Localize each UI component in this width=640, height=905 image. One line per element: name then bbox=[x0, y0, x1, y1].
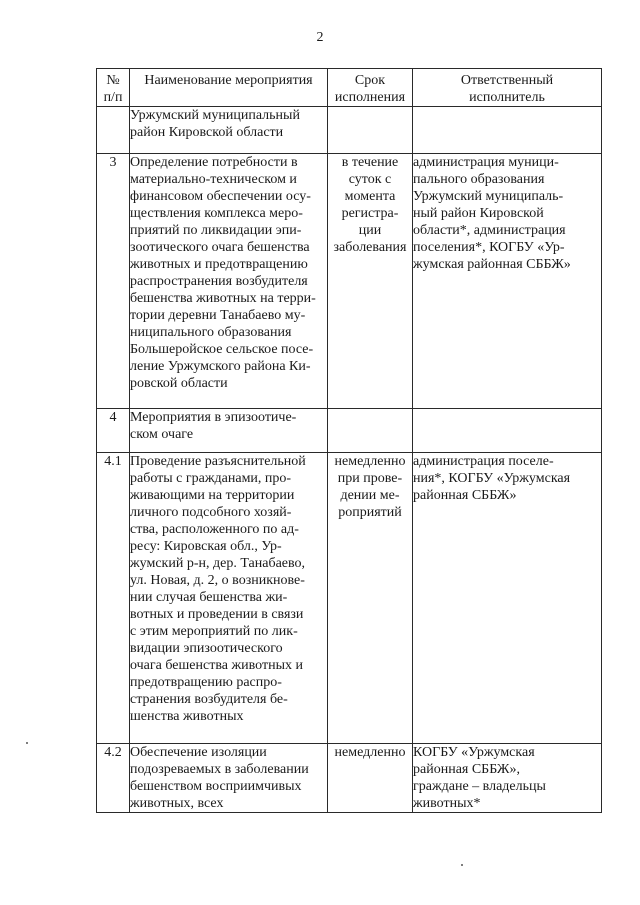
row-term bbox=[328, 409, 413, 453]
row-name: Уржумский муниципальный район Кировской области bbox=[130, 107, 328, 154]
row-num: 4 bbox=[97, 409, 130, 453]
row-responsible: администрация поселе- ния*, КОГБУ «Уржумская районная СББЖ» bbox=[413, 453, 602, 744]
table-row bbox=[97, 453, 602, 744]
header-num: № п/п bbox=[97, 69, 130, 107]
row-responsible: администрация муници- пального образования Уржумский муниципаль- ный район Кировской области*, администрация поселения*, КОГБУ «Ур- жумская районная СББЖ» bbox=[413, 154, 602, 409]
page-number: 2 bbox=[316, 30, 324, 45]
row-responsible: КОГБУ «Уржумская районная СББЖ», граждане – владельцы животных* bbox=[413, 744, 602, 813]
row-term bbox=[328, 107, 413, 154]
header-term: Срок исполнения bbox=[328, 69, 413, 107]
header-name: Наименование мероприятия bbox=[130, 69, 328, 107]
row-num: 3 bbox=[97, 154, 130, 409]
row-name: Обеспечение изоляции подозреваемых в заболевании бешенством восприимчивых животных, всех bbox=[130, 744, 328, 813]
table-row bbox=[97, 744, 602, 813]
row-name: Проведение разъяснительной работы с гражданами, про- живающими на территории личного подсобного хозяй- ства, расположенного по ад- ресу: Кировская обл., Ур- жумский р-н, дер. Танабаево, ул. Новая, д. 2, о возникнове- нии случая бешенства жи- вотных и проведении в связи с этим мероприятий по лик- видации эпизоотического очага бешенства животных и предотвращению распро- странения возбудителя бе- шенства животных bbox=[130, 453, 328, 744]
row-num bbox=[97, 107, 130, 154]
scan-speck bbox=[26, 742, 28, 744]
table-row bbox=[97, 154, 602, 409]
table-row bbox=[97, 409, 602, 453]
table-header-row bbox=[97, 69, 602, 107]
header-responsible: Ответственный исполнитель bbox=[413, 69, 602, 107]
row-term: немедленно bbox=[328, 744, 413, 813]
row-responsible bbox=[413, 107, 602, 154]
table-row bbox=[97, 107, 602, 154]
row-name: Определение потребности в материально-техническом и финансовом обеспечении осу- ществления комплекса меро- приятий по ликвидации эпи- зоотического очага бешенства животных и предотвращению распространения возбудителя бешенства животных на терри- тории деревни Танабаево му- ниципального образования Большеройское сельское посе- ление Уржумского района Ки- ровской области bbox=[130, 154, 328, 409]
row-num: 4.2 bbox=[97, 744, 130, 813]
row-num: 4.1 bbox=[97, 453, 130, 744]
scan-speck bbox=[461, 864, 463, 866]
row-responsible bbox=[413, 409, 602, 453]
row-term: в течение суток с момента регистра- ции заболевания bbox=[328, 154, 413, 409]
row-name: Мероприятия в эпизоотиче- ском очаге bbox=[130, 409, 328, 453]
activities-table bbox=[96, 68, 602, 813]
row-term: немедленно при прове- дении ме- роприятий bbox=[328, 453, 413, 744]
